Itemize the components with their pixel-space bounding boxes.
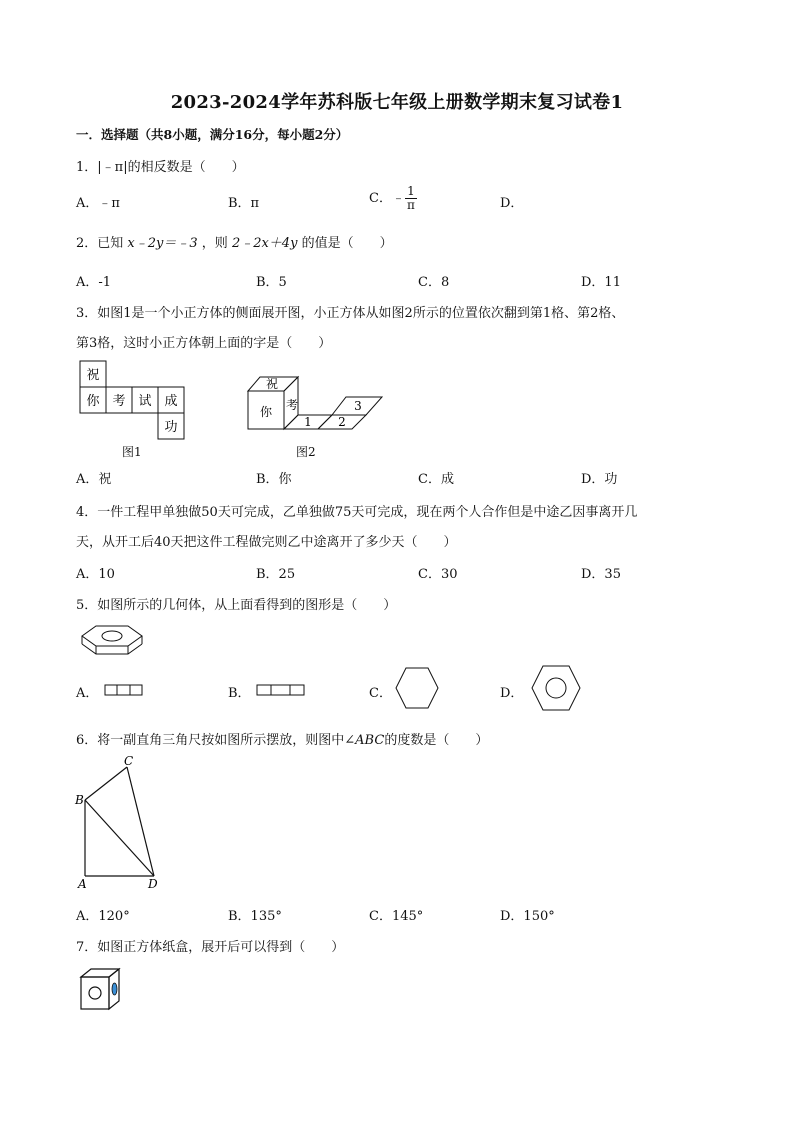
q5-option-c-label: C． [369, 686, 392, 701]
q5-option-a[interactable] [76, 682, 98, 701]
q5-option-b[interactable] [228, 682, 251, 701]
q2-option-c[interactable]: C．8 [418, 275, 450, 290]
q5-option-d-hexagon-circle [530, 664, 582, 712]
figure-1-cube-net [80, 361, 190, 443]
q5-option-b-label: B． [228, 686, 251, 701]
q5-option-d-label: D． [500, 686, 524, 701]
cube-top-zhu: 祝 [265, 377, 279, 391]
q4-option-c[interactable]: C．30 [418, 567, 458, 582]
q6-option-c[interactable]: C．145° [369, 909, 424, 924]
q2-stem-post: 的值是（ ） [301, 236, 393, 251]
section-heading: 一．选择题（共8小题，满分16分，每小题2分） [76, 127, 349, 142]
question-5-stem: 5．如图所示的几何体，从上面看得到的图形是（ ） [76, 598, 397, 613]
question-3-stem-line1: 3．如图1是一个小正方体的侧面展开图，小正方体从如图2所示的位置依次翻到第1格、第2格、 [76, 306, 625, 321]
q5-option-a-figure [104, 684, 144, 696]
point-b-label: B [75, 793, 84, 807]
question-7-stem: 7．如图正方体纸盒，展开后可以得到（ ） [76, 940, 345, 955]
net-cell-shi: 试 [138, 394, 152, 409]
q2-stem-pre: 2．已知 [76, 236, 124, 251]
q3-option-c[interactable]: C．成 [418, 472, 454, 487]
q4-option-a[interactable]: A．10 [76, 567, 115, 582]
cell-3-label: 3 [354, 399, 362, 413]
q2-stem-mid: ，则 [201, 236, 228, 251]
question-6-stem [76, 729, 488, 748]
cube-paper-box-figure [79, 967, 123, 1013]
point-a-label: A [78, 877, 87, 891]
figure-2-rolling-cube [246, 373, 386, 435]
q5-option-d[interactable] [500, 682, 523, 701]
net-cell-cheng: 成 [164, 394, 178, 409]
question-4-stem-line1: 4．一件工程甲单独做50天可完成，乙单独做75天可完成，现在两个人合作但是中途乙因事离开几 [76, 505, 638, 520]
q5-option-c-hexagon [394, 666, 440, 710]
hex-nut-solid-figure [80, 622, 144, 656]
q6-angle: ∠ABC [344, 733, 385, 748]
fraction-numerator: 1 [405, 185, 417, 199]
point-c-label: C [124, 754, 134, 768]
triangle-rulers-figure [74, 755, 166, 891]
question-4-stem-line2: 天，从开工后40天把这件工程做完则乙中途离开了多少天（ ） [76, 535, 457, 550]
q5-option-a-label: A． [76, 686, 99, 701]
q1-option-d[interactable]: D． [500, 196, 524, 211]
q5-option-c[interactable] [369, 682, 392, 701]
q6-option-d[interactable]: D．150° [500, 909, 555, 924]
q4-option-d[interactable]: D．35 [581, 567, 621, 582]
q1-option-c-label: C． [369, 191, 392, 206]
q1-option-b[interactable]: B．π [228, 196, 260, 211]
q6-stem-pre: 6．将一副直角三角尺按如图所示摆放，则图中 [76, 733, 345, 748]
question-2-stem [76, 232, 393, 251]
q5-option-b-figure [256, 684, 306, 696]
q3-option-a[interactable]: A．祝 [76, 472, 112, 487]
cube-front-ni: 你 [259, 405, 273, 419]
fraction-denominator: π [406, 198, 415, 212]
q2-option-b[interactable]: B．5 [256, 275, 287, 290]
figure-2-caption: 图2 [296, 445, 316, 459]
cell-2-label: 2 [338, 415, 346, 429]
question-3-stem-line2: 第3格，这时小正方体朝上面的字是（ ） [76, 336, 332, 351]
net-cell-kao: 考 [112, 394, 126, 409]
q1-option-c[interactable] [369, 185, 417, 212]
net-cell-gong: 功 [164, 420, 178, 435]
q6-option-a[interactable]: A．120° [76, 909, 130, 924]
q1-option-c-sign: ﹣ [391, 191, 405, 206]
q2-option-a[interactable]: A．-1 [76, 275, 112, 290]
net-cell-ni: 你 [86, 394, 100, 409]
q6-stem-post: 的度数是（ ） [384, 733, 489, 748]
q1-fraction [405, 185, 417, 212]
q6-option-b[interactable]: B．135° [228, 909, 282, 924]
point-d-label: D [148, 877, 158, 891]
figure-1-caption: 图1 [122, 445, 142, 459]
q2-expression-2: 2﹣2x＋4y [231, 236, 298, 251]
q2-option-d[interactable]: D．11 [581, 275, 621, 290]
net-cell-zhu: 祝 [86, 368, 100, 383]
question-1-stem: 1．|﹣π|的相反数是（ ） [76, 160, 245, 175]
cell-1-label: 1 [304, 415, 312, 429]
page-title: 2023-2024学年苏科版七年级上册数学期末复习试卷1 [170, 92, 624, 113]
cube-side-kao: 考 [285, 398, 299, 412]
q4-option-b[interactable]: B．25 [256, 567, 296, 582]
q3-option-d[interactable]: D．功 [581, 472, 618, 487]
q3-option-b[interactable]: B．你 [256, 472, 292, 487]
q1-option-a[interactable]: A．﹣π [76, 196, 120, 211]
q2-expression-1: x﹣2y＝﹣3 [127, 236, 198, 251]
